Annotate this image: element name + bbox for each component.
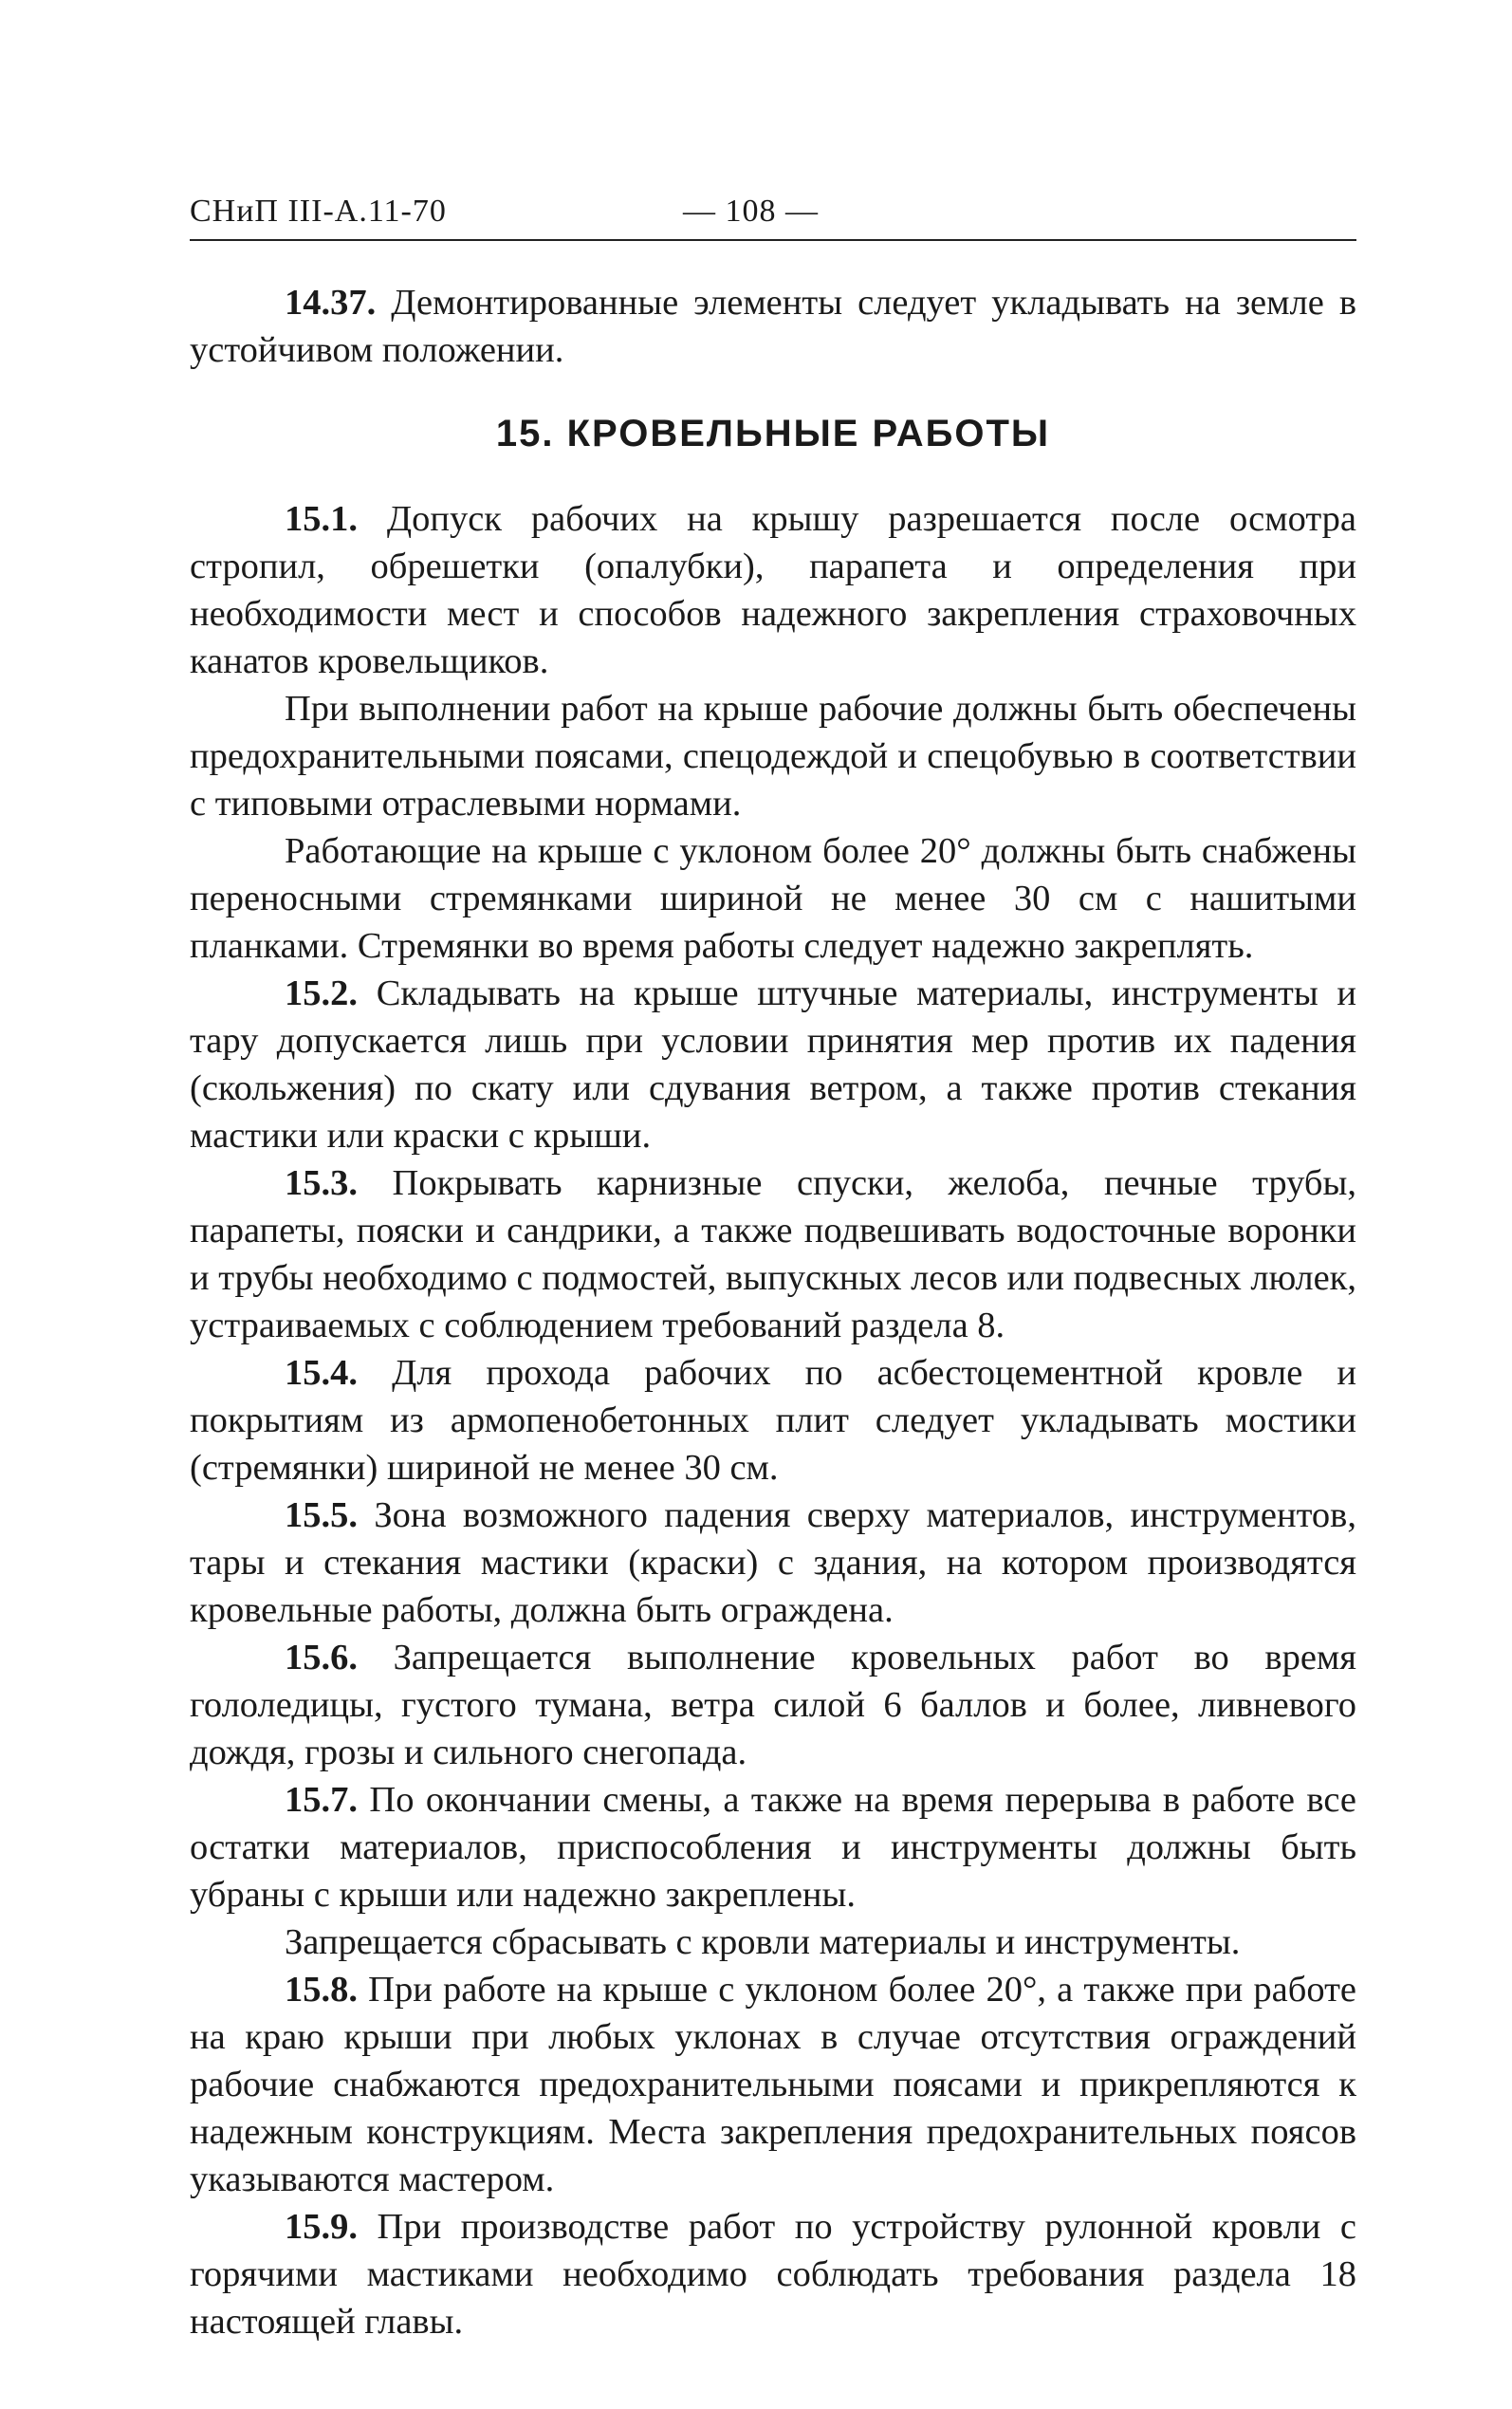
clause-text: По окончании смены, а также на время перерыва в работе все остатки материалов, приспособления и инструменты должны быть убраны с крыши или надежно закреплены. [190,1780,1356,1915]
clause-text: Покрывать карнизные спуски, желоба, печные трубы, парапеты, пояски и сандрики, а также подвешивать водосточные воронки и трубы необходимо с подмостей, выпускных лесов или подвесных люлек, устраиваемых с соблюдением требований раздела 8. [190,1163,1356,1345]
clause-number: 15.8. [285,1970,358,2010]
page-header [190,186,1356,241]
paragraph-15-2 [190,970,1356,1159]
section-title: 15. КРОВЕЛЬНЫЕ РАБОТЫ [495,413,1051,454]
clause-text: Допуск рабочих на крышу разрешается после осмотра стропил, обрешетки (опалубки), парапета и определения при необходимости мест и способов надежного закрепления страховочных канатов кровельщиков. [190,499,1356,681]
clause-text: Зона возможного падения сверху материалов, инструментов, тары и стекания мастики (краски) с здания, на котором производятся кровельные работы, должна быть ограждена. [190,1495,1356,1630]
clause-number: 15.2. [285,973,358,1013]
clause-number: 15.3. [285,1163,358,1203]
clause-text: Складывать на крыше штучные материалы, инструменты и тару допускается лишь при условии принятия мер против их падения (скольжения) по скату или сдувания ветром, а также против стекания мастики или краски с крыши. [190,973,1356,1156]
document-code: СНиП III-А.11-70 [190,194,447,229]
clause-text: При работе на крыше с уклоном более 20°, а также при работе на краю крыши при любых уклонах в случае отсутствия ограждений рабочие снабжаются предохранительными поясами и прикрепляются к надежным конструкциям. Места закрепления предохранительных поясов указываются мастером. [190,1970,1356,2199]
clause-text: При производстве работ по устройству рулонной кровли с горячими мастиками необходимо соблюдать требования раздела 18 настоящей главы. [190,2207,1356,2342]
clause-number: 14.37. [285,283,377,323]
paragraph-15-7 [190,1776,1356,1918]
paragraph-15-1 [190,495,1356,685]
paragraph-14-37 [190,279,1356,374]
clause-number: 15.5. [285,1495,358,1535]
clause-text: Запрещается сбрасывать с кровли материалы и инструменты. [285,1922,1241,1962]
body-text [190,279,1356,2345]
paragraph-15-1-c [190,827,1356,970]
clause-text: При выполнении работ на крыше рабочие должны быть обеспечены предохранительными поясами, спецодеждой и спецобувью в соответствии с типовыми отраслевыми нормами. [190,689,1356,824]
clause-text: Запрещается выполнение кровельных работ во время гололедицы, густого тумана, ветра силой 6 баллов и более, ливневого дождя, грозы и сильного снегопада. [190,1638,1356,1772]
clause-number: 15.1. [285,499,358,539]
clause-text: Демонтированные элементы следует укладывать на земле в устойчивом положении. [190,283,1356,370]
clause-text: Для прохода рабочих по асбестоцементной кровле и покрытиям из армопенобетонных плит следует укладывать мостики (стремянки) шириной не менее 30 см. [190,1353,1356,1488]
paragraph-15-9 [190,2203,1356,2345]
page-number: — 108 — [683,194,819,229]
paragraph-15-8 [190,1966,1356,2203]
clause-number: 15.4. [285,1353,358,1393]
paragraph-15-7-b [190,1918,1356,1966]
paragraph-15-1-b [190,685,1356,827]
clause-number: 15.7. [285,1780,358,1820]
clause-number: 15.9. [285,2207,358,2247]
page-content [190,186,1356,2345]
clause-text: Работающие на крыше с уклоном более 20° должны быть снабжены переносными стремянками шириной не менее 30 см с нашитыми планками. Стремянки во время работы следует надежно закреплять. [190,831,1356,966]
clause-number: 15.6. [285,1638,358,1677]
paragraph-15-4 [190,1349,1356,1492]
paragraph-15-6 [190,1634,1356,1776]
paragraph-15-3 [190,1159,1356,1349]
paragraph-15-5 [190,1492,1356,1634]
